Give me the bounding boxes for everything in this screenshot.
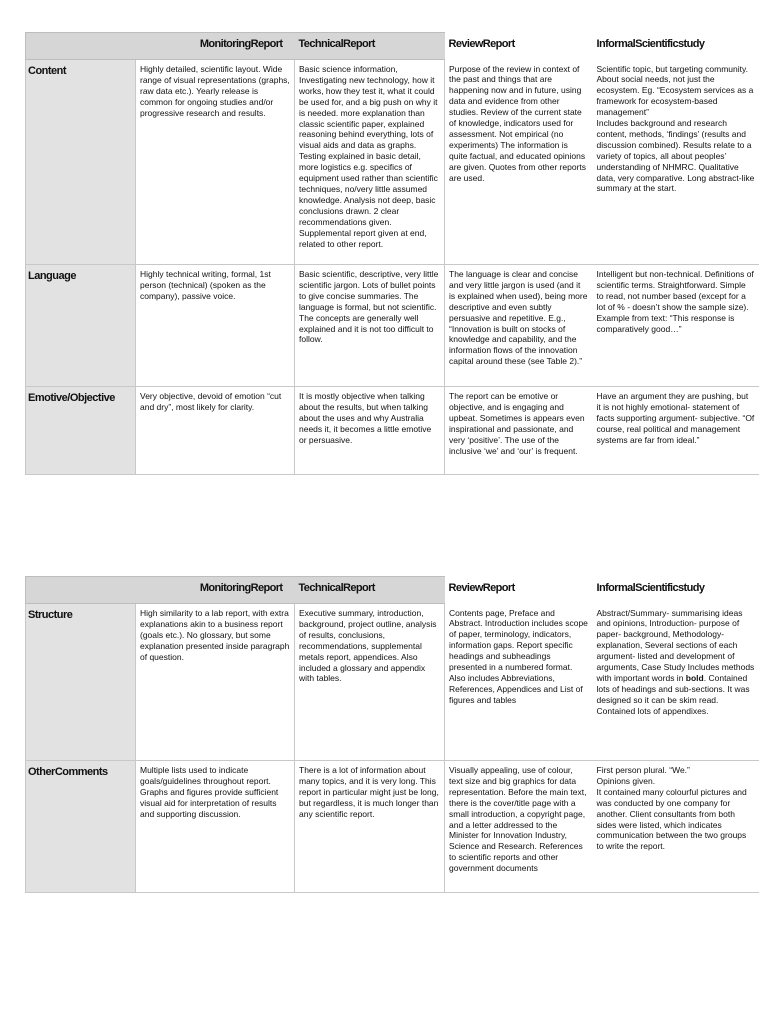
header-review-report: ReviewReport <box>445 577 593 604</box>
cell-other-informal: First person plural. “We.” Opinions given. It contained many colourful pictures and was conducted by one company for another. Client consultants from both sides were listed, which indicates communication between the two groups to write the report. <box>593 761 759 893</box>
row-language <box>26 265 759 387</box>
header-row <box>26 577 759 604</box>
cell-structure-monitoring: High similarity to a lab report, with extra explanations akin to a business report (goals etc.). No glossary, but some explanation presented inside paragraph of question. <box>136 604 295 761</box>
row-label-content: Content <box>26 60 136 265</box>
row-structure <box>26 604 759 761</box>
header-technical-report: TechnicalReport <box>295 577 445 604</box>
cell-content-review: Purpose of the review in context of the past and things that are happening now and in future, using data and evidence from other studies. Review of the current state of knowledge, indicators used for assessment. Not empirical (no experiments) The information is quite factual, and educated opinions are given. Quotes from other reports are used. <box>445 60 593 265</box>
cell-other-technical: There is a lot of information about many topics, and it is very long. This report in particular might just be long, but regardless, it is much longer than any scientific report. <box>295 761 445 893</box>
cell-emotive-monitoring: Very objective, devoid of emotion “cut and dry”, most likely for clarity. <box>136 387 295 475</box>
cell-language-informal: Intelligent but non-technical. Definitions of scientific terms. Straightforward. Simple to read, not number based (except for a lot of % - doesn’t show the sample size). Example from text: “This response is comparatively good…” <box>593 265 759 387</box>
row-other-comments <box>26 761 759 893</box>
structure-informal-text-after: . Contained lots of headings and sub-sections. It was designed so it can be skim read. Contained lots of appendixes. <box>596 672 750 716</box>
header-informal-scientific-study: InformalScientificstudy <box>593 577 759 604</box>
header-row <box>26 33 759 60</box>
header-review-report: ReviewReport <box>445 33 593 60</box>
header-monitoring-report: MonitoringReport <box>136 577 295 604</box>
header-informal-scientific-study: InformalScientificstudy <box>593 33 759 60</box>
header-monitoring-report: MonitoringReport <box>136 33 295 60</box>
cell-structure-review: Contents page, Preface and Abstract. Introduction includes scope of paper, terminology, indicators, information gaps. Report specific headings and subheadings presented in a numbered format. Also includes Abbreviations, References, Appendices and List of figures and tables <box>445 604 593 761</box>
cell-emotive-technical: It is mostly objective when talking about the results, but when talking about the uses and why Australia needs it, it becomes a little emotive or persuasive. <box>295 387 445 475</box>
cell-language-monitoring: Highly technical writing, formal, 1st person (technical) (spoken as the company), passive voice. <box>136 265 295 387</box>
row-label-other-comments: OtherComments <box>26 761 136 893</box>
cell-structure-informal <box>593 604 759 761</box>
row-label-structure: Structure <box>26 604 136 761</box>
row-emotive-objective <box>26 387 759 475</box>
cell-content-monitoring: Highly detailed, scientific layout. Wide range of visual representations (graphs, raw data etc.). Yearly release is common for ongoing studies and/or progressive research and results. <box>136 60 295 265</box>
cell-other-review: Visually appealing, use of colour, text size and big graphics for data representation. Before the main text, there is the cover/title page with a small introduction, a copyright page, and a letter addressed to the Minister for Innovation Industry, Science and Research. References to scientific reports and other government documents <box>445 761 593 893</box>
header-technical-report: TechnicalReport <box>295 33 445 60</box>
row-label-emotive-objective: Emotive/Objective <box>26 387 136 475</box>
header-corner <box>26 577 136 604</box>
comparison-table-1 <box>25 32 759 475</box>
cell-language-technical: Basic scientific, descriptive, very little scientific jargon. Lots of bullet points to give concise summaries. The language is formal, but not scientific. The concepts are generally well explained and it is not too difficult to follow. <box>295 265 445 387</box>
row-content <box>26 60 759 265</box>
cell-content-technical: Basic science information, Investigating new technology, how it works, how they test it, what it could be used for, and a big push on why it is needed. more explanation than classic scientific paper, explained reasoning behind everything, lots of visual aids and data as graphs. Testing explained in basic detail, more logistics e.g. specifics of equipment used rather than scientific techniques, no/very little assumed knowledge. Analysis not deep, basic conclusions drawn. 2 clear recommendations given. Supplemental report given at end, related to other report. <box>295 60 445 265</box>
cell-other-monitoring: Multiple lists used to indicate goals/guidelines throughout report. Graphs and figures provide sufficient visual aid for interpretation of results and supporting discussion. <box>136 761 295 893</box>
cell-language-review: The language is clear and concise and very little jargon is used (and it is explained when used), being more descriptive and even subtly persuasive and repetitive. E.g., “Innovation is built on stocks of knowledge and capability, and the information flows of the innovation capital around these (see Table 2).” <box>445 265 593 387</box>
header-corner <box>26 33 136 60</box>
comparison-table-2 <box>25 576 759 893</box>
row-label-language: Language <box>26 265 136 387</box>
cell-content-informal: Scientific topic, but targeting community. About social needs, not just the ecosystem. Eg. “Ecosystem services as a framework for ecosystem-based management” Includes background and research content, methods, ‘findings’ (results and discussion combined). Results relate to a variety of topics, all about peoples’ understanding of NHMRC. Qualitative data, very comparative. Long abstract-like summary at the start. <box>593 60 759 265</box>
cell-emotive-informal: Have an argument they are pushing, but it is not highly emotional- statement of facts supporting argument- subjective. “Of course, real political and management systems are far from ideal.” <box>593 387 759 475</box>
cell-structure-technical: Executive summary, introduction, background, project outline, analysis of results, conclusions, recommendations, supplemental metals report, appendices. Also included a glossary and appendix with tables. <box>295 604 445 761</box>
structure-informal-text-before: Abstract/Summary- summarising ideas and opinions, Introduction- purpose of paper- background, Methodology- explanation, Several sections of each argument- listed and development of arguments, Case Study Includes methods with important words in <box>596 607 755 683</box>
cell-emotive-review: The report can be emotive or objective, and is engaging and upbeat. Sometimes is appears even inspirational and passionate, and very ‘positive’. The use of the inclusive ‘we’ and ‘our’ is frequent. <box>445 387 593 475</box>
structure-informal-bold-word: bold <box>685 672 704 683</box>
